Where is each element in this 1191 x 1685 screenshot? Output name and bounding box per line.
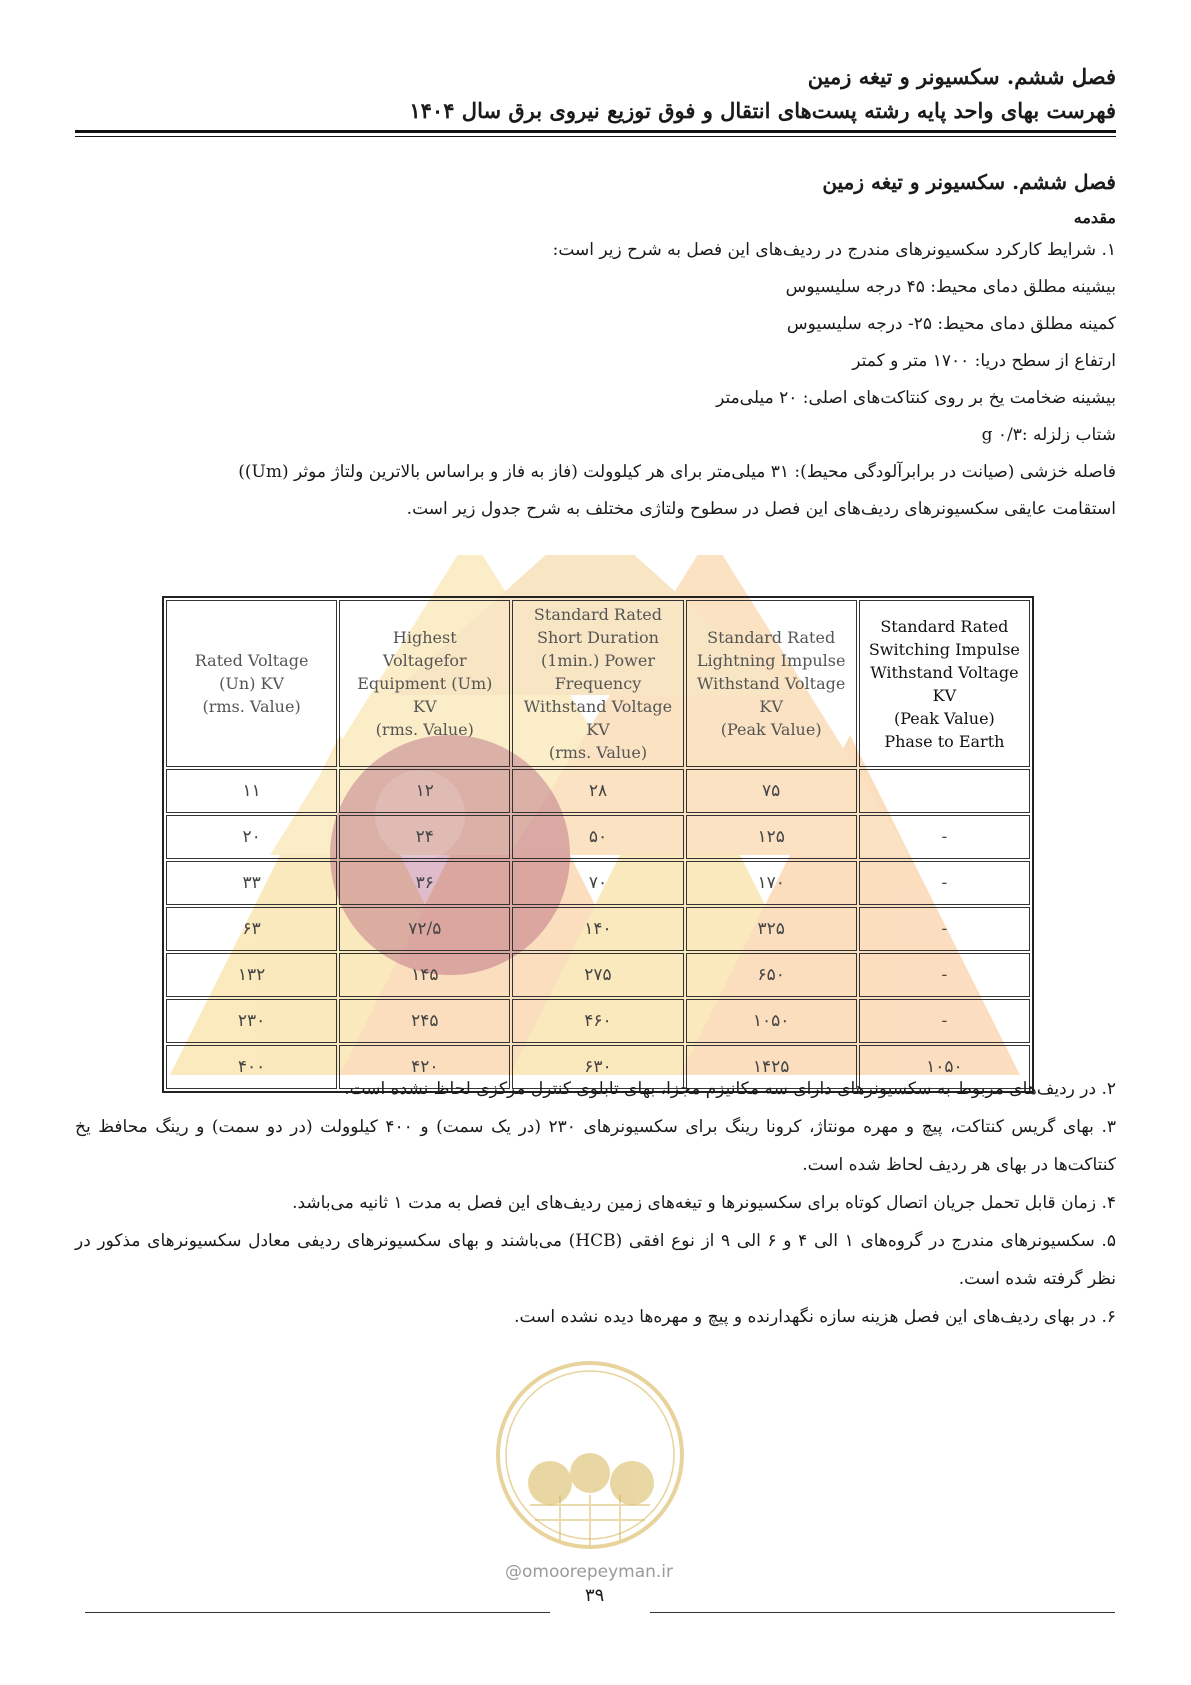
table-cell: ۳۶ <box>339 861 510 905</box>
note-paragraph: ۳. بهای گریس کنتاکت، پیچ و مهره مونتاژ، کرونا رینگ برای سکسیونرهای ۲۳۰ (در یک سمت) و ۴۰۰ کیلوولت (در دو سمت) و رینگ محافظ یخ کنتاکت‌ها در بهای هر ردیف لحاظ شده است. <box>75 1117 1116 1175</box>
header-power-frequency <box>512 600 683 767</box>
table-cell: ۲۴۵ <box>339 999 510 1043</box>
header-rule-thin <box>75 136 1116 137</box>
table-row <box>166 769 1030 813</box>
table-cell: ۶۵۰ <box>686 953 857 997</box>
footer-rule-left <box>85 1612 550 1613</box>
condition-line: فاصله خزشی (صیانت در برابرآلودگی محیط): ۳۱ میلی‌متر برای هر کیلوولت (فاز به فاز و براساس بالاترین ولتاژ موثر (Um)) <box>238 462 1116 482</box>
table-cell: ۲۳۰ <box>166 999 337 1043</box>
table-cell: ۷۵ <box>686 769 857 813</box>
header-text: Standard Rated Lightning Impulse Withstand Voltage KV (Peak Value) <box>696 628 846 739</box>
table-cell: - <box>859 815 1030 859</box>
table-cell: ۷۲/۵ <box>339 907 510 951</box>
table-cell: ۱۴۰ <box>512 907 683 951</box>
table-cell: ۴۶۰ <box>512 999 683 1043</box>
condition-line: ۱. شرایط کارکرد سکسیونرهای مندرج در ردیف‌های این فصل به شرح زیر است: <box>552 240 1116 260</box>
header-text: Standard Rated Switching Impulse Withstand Voltage KV (Peak Value) Phase to Earth <box>868 616 1020 751</box>
insulation-levels-table <box>162 596 1034 1093</box>
table-row <box>166 907 1030 951</box>
note-paragraph: ۲. در ردیف‌های مربوط به سکسیونرهای دارای سه مکانیزم مجزا، بهای تابلوی کنترل مرکزی لحاظ نشده است. <box>344 1079 1116 1099</box>
footer-rule-right <box>650 1612 1115 1613</box>
intro-heading: مقدمه <box>1073 208 1116 227</box>
running-header-title: فهرست بهای واحد پایه رشته پست‌های انتقال و فوق توزیع نیروی برق سال ۱۴۰۴ <box>409 98 1116 123</box>
table-cell: ۱۷۰ <box>686 861 857 905</box>
header-text: Standard Rated Short Duration (1min.) Power Frequency Withstand Voltage KV (rms. Value) <box>523 605 673 762</box>
note-paragraph: ۵. سکسیونرهای مندرج در گروه‌های ۱ الی ۴ و ۶ الی ۹ از نوع افقی (HCB) می‌باشند و بهای سکسیونرهای ردیفی معادل سکسیونرهای مذکور در نظر گرفته شده است. <box>75 1231 1116 1289</box>
table-cell: ۱۲ <box>339 769 510 813</box>
header-text: Rated Voltage (Un) KV (rms. Value) <box>194 651 309 716</box>
omoorepeyman-logo-icon <box>490 1355 690 1555</box>
table-cell: ۷۰ <box>512 861 683 905</box>
watermark-site: @omoorepeyman.ir <box>505 1562 674 1582</box>
table-row <box>166 953 1030 997</box>
condition-line: استقامت عایقی سکسیونرهای ردیف‌های این فصل در سطوح ولتاژی مختلف به شرح جدول زیر است. <box>406 499 1116 519</box>
table-cell: ۴۰۰ <box>166 1045 337 1089</box>
table-cell: ۱۳۲ <box>166 953 337 997</box>
note-paragraph: ۴. زمان قابل تحمل جریان اتصال کوتاه برای سکسیونرها و تیغه‌های زمین ردیف‌های این فصل به مدت ۱ ثانیه می‌باشد. <box>292 1193 1116 1213</box>
header-lightning-impulse <box>686 600 857 767</box>
table-cell: - <box>859 861 1030 905</box>
running-header-chapter: فصل ششم. سکسیونر و تیغه زمین <box>807 64 1116 89</box>
header-rated-voltage <box>166 600 337 767</box>
table-cell: ۵۰ <box>512 815 683 859</box>
condition-line: بیشینه ضخامت یخ بر روی کنتاکت‌های اصلی: ۲۰ میلی‌متر <box>716 388 1116 408</box>
condition-line: کمینه مطلق دمای محیط: ۲۵- درجه سلیسیوس <box>786 314 1116 334</box>
table-cell: ۱۲۵ <box>686 815 857 859</box>
table-cell: ۱۰۵۰ <box>686 999 857 1043</box>
condition-line: بیشینه مطلق دمای محیط: ۴۵ درجه سلیسیوس <box>785 277 1116 297</box>
table-cell: - <box>859 953 1030 997</box>
table-cell: ۶۳ <box>166 907 337 951</box>
table-cell: ۴۲۰ <box>339 1045 510 1089</box>
note-paragraph: ۶. در بهای ردیف‌های این فصل هزینه سازه نگهدارنده و پیچ و مهره‌ها دیده نشده است. <box>514 1307 1116 1327</box>
condition-line: ارتفاع از سطح دریا: ۱۷۰۰ متر و کمتر <box>852 351 1116 371</box>
table-cell: ۱۴۲۵ <box>686 1045 857 1089</box>
page-number: ۳۹ <box>585 1585 605 1606</box>
header-highest-voltage <box>339 600 510 767</box>
chapter-title: فصل ششم. سکسیونر و تیغه زمین <box>822 170 1116 194</box>
table-cell: ۲۸ <box>512 769 683 813</box>
table-cell: ۱۰۵۰ <box>859 1045 1030 1089</box>
table-cell: ۲۷۵ <box>512 953 683 997</box>
header-rule-thick <box>75 130 1116 133</box>
table-cell: ۲۰ <box>166 815 337 859</box>
header-text: Highest Voltagefor Equipment (Um) KV (rms. Value) <box>357 628 493 739</box>
table-header-row <box>166 600 1030 767</box>
table-cell: ۱۱ <box>166 769 337 813</box>
condition-line: شتاب زلزله :g ۰/۳ <box>981 425 1116 445</box>
header-switching-impulse <box>859 600 1030 767</box>
table-cell <box>859 769 1030 813</box>
table-cell: - <box>859 999 1030 1043</box>
table-cell: ۳۳ <box>166 861 337 905</box>
table-cell: ۱۴۵ <box>339 953 510 997</box>
table-row <box>166 999 1030 1043</box>
table-cell: ۳۲۵ <box>686 907 857 951</box>
table-row <box>166 815 1030 859</box>
table-cell: - <box>859 907 1030 951</box>
table-row <box>166 861 1030 905</box>
table-cell: ۲۴ <box>339 815 510 859</box>
table-cell: ۶۳۰ <box>512 1045 683 1089</box>
